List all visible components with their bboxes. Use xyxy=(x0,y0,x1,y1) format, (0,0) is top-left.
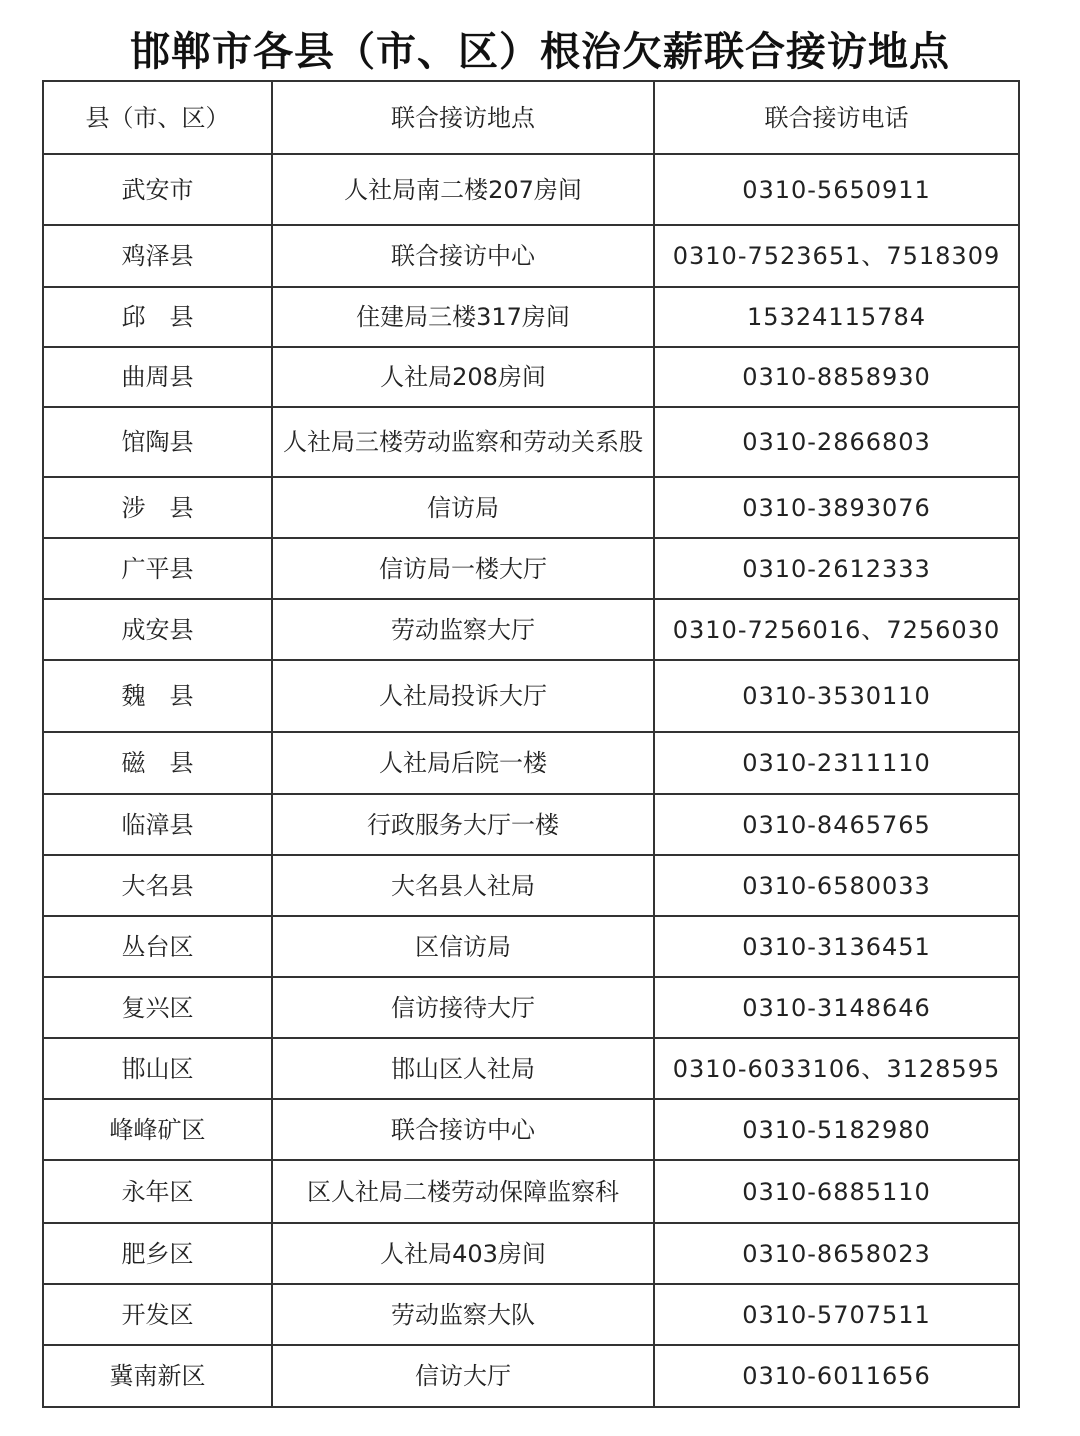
table-row xyxy=(43,1345,1019,1407)
cell-phone: 0310-8465765 xyxy=(654,794,1019,855)
cell-phone: 0310-3893076 xyxy=(654,477,1019,538)
cell-county: 丛台区 xyxy=(43,916,272,977)
cell-county: 成安县 xyxy=(43,599,272,660)
cell-location: 信访大厅 xyxy=(272,1345,654,1407)
cell-county: 涉 县 xyxy=(43,477,272,538)
table-row xyxy=(43,794,1019,855)
cell-county: 邯山区 xyxy=(43,1038,272,1099)
table-row xyxy=(43,916,1019,977)
cell-county: 复兴区 xyxy=(43,977,272,1038)
cell-location: 信访局 xyxy=(272,477,654,538)
cell-county: 魏 县 xyxy=(43,660,272,732)
cell-phone: 0310-5650911 xyxy=(654,154,1019,225)
cell-location: 联合接访中心 xyxy=(272,225,654,287)
table-row xyxy=(43,407,1019,477)
cell-location: 人社局208房间 xyxy=(272,347,654,407)
table-row xyxy=(43,599,1019,660)
table-row xyxy=(43,347,1019,407)
cell-phone: 0310-3148646 xyxy=(654,977,1019,1038)
cell-phone: 0310-3136451 xyxy=(654,916,1019,977)
cell-county: 馆陶县 xyxy=(43,407,272,477)
cell-phone: 0310-6580033 xyxy=(654,855,1019,916)
page-title: 邯郸市各县（市、区）根治欠薪联合接访地点 xyxy=(130,28,950,75)
cell-county: 开发区 xyxy=(43,1284,272,1345)
cell-location: 区人社局二楼劳动保障监察科 xyxy=(272,1160,654,1223)
cell-county: 永年区 xyxy=(43,1160,272,1223)
header-county: 县（市、区） xyxy=(43,81,272,154)
cell-location: 行政服务大厅一楼 xyxy=(272,794,654,855)
cell-county: 冀南新区 xyxy=(43,1345,272,1407)
cell-location: 人社局投诉大厅 xyxy=(272,660,654,732)
cell-county: 邱 县 xyxy=(43,287,272,347)
cell-phone: 0310-6885110 xyxy=(654,1160,1019,1223)
cell-phone: 0310-8658023 xyxy=(654,1223,1019,1284)
cell-county: 肥乡区 xyxy=(43,1223,272,1284)
table-row xyxy=(43,1284,1019,1345)
cell-location: 住建局三楼317房间 xyxy=(272,287,654,347)
cell-location: 信访局一楼大厅 xyxy=(272,538,654,599)
table-row xyxy=(43,1038,1019,1099)
cell-location: 人社局三楼劳动监察和劳动关系股 xyxy=(272,407,654,477)
cell-phone: 0310-5182980 xyxy=(654,1099,1019,1160)
table-row xyxy=(43,660,1019,732)
table-row xyxy=(43,1160,1019,1223)
cell-phone: 0310-5707511 xyxy=(654,1284,1019,1345)
cell-phone: 0310-8858930 xyxy=(654,347,1019,407)
cell-location: 大名县人社局 xyxy=(272,855,654,916)
contact-table xyxy=(42,80,1020,1408)
cell-phone: 0310-7523651、7518309 xyxy=(654,225,1019,287)
table-row xyxy=(43,732,1019,794)
cell-phone: 0310-7256016、7256030 xyxy=(654,599,1019,660)
cell-county: 鸡泽县 xyxy=(43,225,272,287)
table-row xyxy=(43,477,1019,538)
cell-location: 人社局403房间 xyxy=(272,1223,654,1284)
cell-phone: 15324115784 xyxy=(654,287,1019,347)
cell-phone: 0310-2311110 xyxy=(654,732,1019,794)
table-row xyxy=(43,287,1019,347)
table-row xyxy=(43,1099,1019,1160)
cell-county: 广平县 xyxy=(43,538,272,599)
cell-county: 武安市 xyxy=(43,154,272,225)
header-phone: 联合接访电话 xyxy=(654,81,1019,154)
cell-location: 区信访局 xyxy=(272,916,654,977)
table-row xyxy=(43,154,1019,225)
cell-phone: 0310-3530110 xyxy=(654,660,1019,732)
cell-county: 大名县 xyxy=(43,855,272,916)
cell-county: 临漳县 xyxy=(43,794,272,855)
header-location: 联合接访地点 xyxy=(272,81,654,154)
table-row xyxy=(43,855,1019,916)
cell-location: 劳动监察大队 xyxy=(272,1284,654,1345)
table-row xyxy=(43,1223,1019,1284)
cell-county: 曲周县 xyxy=(43,347,272,407)
cell-location: 人社局后院一楼 xyxy=(272,732,654,794)
cell-county: 磁 县 xyxy=(43,732,272,794)
cell-phone: 0310-6011656 xyxy=(654,1345,1019,1407)
table-row xyxy=(43,977,1019,1038)
cell-phone: 0310-6033106、3128595 xyxy=(654,1038,1019,1099)
table-header-row xyxy=(43,81,1019,154)
cell-county: 峰峰矿区 xyxy=(43,1099,272,1160)
cell-location: 联合接访中心 xyxy=(272,1099,654,1160)
cell-phone: 0310-2866803 xyxy=(654,407,1019,477)
table-row xyxy=(43,225,1019,287)
cell-location: 信访接待大厅 xyxy=(272,977,654,1038)
cell-phone: 0310-2612333 xyxy=(654,538,1019,599)
cell-location: 人社局南二楼207房间 xyxy=(272,154,654,225)
table-row xyxy=(43,538,1019,599)
cell-location: 邯山区人社局 xyxy=(272,1038,654,1099)
cell-location: 劳动监察大厅 xyxy=(272,599,654,660)
